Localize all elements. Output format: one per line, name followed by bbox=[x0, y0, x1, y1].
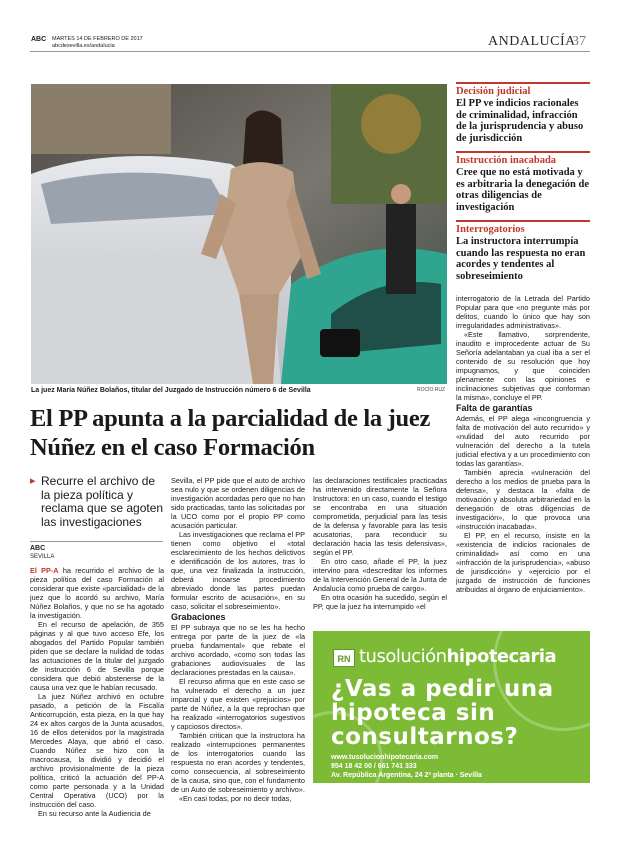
header-date bbox=[52, 36, 143, 50]
photo-credit: ROCÍO RUZ bbox=[417, 387, 446, 393]
subheading: Falta de garantías bbox=[456, 403, 533, 413]
byline-author: ABC bbox=[30, 545, 46, 552]
ad-address: Av. República Argentina, 24 2ª planta · Sevilla bbox=[331, 772, 482, 779]
article-deck bbox=[30, 475, 165, 531]
body-paragraph: El PP subraya que no se les ha hecho entrega por parte de la juez de «la prueba fundamental» que rebate el archivo acordado, «como son todas las grabaciones audiovisuales de las declaraciones prestadas en la causa». bbox=[171, 623, 305, 677]
header-date-text: MARTES 14 DE FEBRERO DE 2017 bbox=[52, 36, 143, 42]
body-column-1 bbox=[30, 566, 164, 844]
article-headline: El PP apunta a la parcialidad de la juez Núñez en el caso Formación bbox=[30, 405, 431, 461]
mortgage-advertisement[interactable] bbox=[313, 631, 590, 783]
header-url[interactable]: abcdesevilla.es/andalucia bbox=[52, 43, 115, 49]
body-paragraph: En otra ocasión ha sucedido, según el PP, que la juez ha interrumpido «el bbox=[313, 593, 447, 611]
key-point-kicker: Instrucción inacabada bbox=[456, 155, 557, 166]
key-point-kicker: Decisión judicial bbox=[456, 86, 531, 97]
key-point-text: El PP ve indicios racionales de criminalidad, infracción de la jurisprudencia y abuso de jurisdicción bbox=[456, 98, 584, 144]
ad-phone: 954 18 42 00 / 661 741 333 bbox=[331, 763, 417, 770]
body-paragraph: Además, el PP alega «incongruencia y falta de motivación del auto recurrido» y «nulidad del auto recurrido por vulneración del derecho a la tutela judicial efectiva y a un procedimiento con todas las garantías». bbox=[456, 414, 590, 468]
newspaper-name: ABC bbox=[31, 36, 47, 43]
photo-caption: La juez María Núñez Bolaños, titular del Juzgado de Instrucción número 6 de Sevilla bbox=[31, 387, 311, 394]
body-paragraph: las declaraciones testificales practicadas ha intervenido directamente la Señora Instructora: en un caso, cuando el testigo se encontraba en una situación comprometida, perjudicial para las tesis de la defensa y favorable para las tesis acusatorias, para reconducir su declaración hacia las tesis defensivas», según el PP. bbox=[313, 476, 447, 557]
key-point bbox=[456, 151, 590, 213]
byline-place: SEVILLA bbox=[30, 554, 55, 560]
body-paragraph: «En casi todas, por no decir todas, bbox=[179, 794, 292, 803]
body-paragraph: También critican que la instructora ha realizado «interrupciones permanentes de los interrogatorios cuando las respuesta no eran acordes y tendentes, como consecuencia, al sobreseimiento de la causa, sino que, con el fundamento de un Auto de sobreseimiento y archivo». bbox=[171, 731, 305, 794]
section-title: ANDALUCÍA bbox=[488, 34, 576, 49]
key-point bbox=[456, 220, 590, 282]
ad-brand-b: hipotecaria bbox=[446, 646, 557, 667]
body-paragraph: El recurso afirma que en este caso se ha vulnerado el derecho a un juez imparcial y que existen «prejuicios» por parte de Núñez, a la que reprochan que ha realizado «interrogatorios sugestivos y capciosos directos». bbox=[171, 677, 305, 731]
body-paragraph bbox=[30, 566, 164, 620]
body-column-2 bbox=[171, 476, 305, 844]
key-point-text: Cree que no está motivada y es arbitraria la denegación de otras diligencias de investigación bbox=[456, 167, 589, 213]
body-paragraph: interrogatorio de la Letrada del Partido Popular para que «no pregunte más por delitos, cuando lo único que hay son irregularidades administrativas». bbox=[456, 294, 590, 330]
page-number: 37 bbox=[572, 34, 586, 49]
deck-divider bbox=[30, 541, 163, 542]
photo-illustration bbox=[31, 84, 447, 384]
body-column-4 bbox=[456, 294, 590, 618]
key-points-sidebar bbox=[456, 82, 590, 289]
ad-brand-a: tusolución bbox=[359, 646, 447, 667]
body-paragraph: El PP, en el recurso, insiste en la «existencia de indicios racionales de criminalidad» así como en una «infracción de la jurisprudencia», «abuso de jurisdicción» y «ejercicio por el juzgado de instrucción de funciones atribuidas al órgano de enjuiciamiento». bbox=[456, 531, 590, 594]
body-paragraph: En su recurso ante la Audiencia de bbox=[38, 809, 151, 818]
body-column-3 bbox=[313, 476, 447, 616]
body-paragraph: También aprecia «vulneración del derecho a los medios de prueba para la defensa», y destaca la «falta de motivación y absoluta arbitrariedad en la denegación de otras diligencias de investigación», lo que provoca una «instrucción inacabada». bbox=[456, 468, 590, 531]
lead-in: El PP-A bbox=[30, 566, 59, 575]
body-paragraph: En otro caso, añade el PP, la juez intervino para «descreditar los informes de la Intervención General de la Junta de Andalucía como prueba de cargo». bbox=[313, 557, 447, 593]
ad-contact bbox=[331, 753, 482, 780]
ad-brand bbox=[359, 646, 556, 667]
body-paragraph: En el recurso de apelación, de 355 páginas y al que tuvo acceso Efe, los abogados del Partido Popular también piden que se declare la nulidad de todas las actuaciones de la titular del juzgado de instrucción 6 de Sevilla porque considera que debió abstenerse de la causa una vez que le habían recusado. bbox=[30, 620, 164, 692]
deck-item: ▸ Recurre el archivo de la pieza política y reclama que se agoten las investigaciones bbox=[30, 475, 165, 529]
byline bbox=[30, 545, 54, 561]
ad-logo: RN bbox=[333, 649, 355, 667]
body-paragraph: Sevilla, el PP pide que el auto de archivo sea nulo y que se ordenen diligencias de investigación acordadas pero que no han sido practicadas, tanto las solicitadas por la UCO como por el propio PP como acusación particular. bbox=[171, 476, 305, 530]
lead-text: ha recurrido el archivo de la pieza política del caso Formación al considerar que existe «parcialidad» de la juez que lo acordó su archivo, María Núñez Bolaños, y que no se ha agotado la investigación. bbox=[30, 566, 164, 620]
news-photo bbox=[31, 84, 447, 384]
subheading: Grabaciones bbox=[171, 612, 226, 622]
body-paragraph: Las investigaciones que reclama el PP tienen como objetivo el «total esclarecimiento de los hechos delictivos e identificación de los autores, tras lo que, una vez finalizada la instrucción, deberá incoarse procedimiento abreviado donde las partes puedan formular escrito de acusación», en su caso, solicitar el sobreseimiento». bbox=[171, 530, 305, 611]
key-point-text: La instructora interrumpía cuando las respuesta no eran acordes y tendentes al sobreseimiento bbox=[456, 236, 586, 282]
header-divider bbox=[30, 51, 590, 52]
body-paragraph: «Este llamativo, sorprendente, inaudito e improcedente actuar de Su Señoría adelantaban ya cual iba a ser el contenido de su resolución que hoy impugnamos, y que coinciden plenamente con las opiniones e inclinaciones subjetivas que conforman la misma», concluye el PP. bbox=[456, 330, 590, 402]
ad-headline: ¿Vas a pedir una hipoteca sin consultarnos? bbox=[331, 676, 554, 750]
key-point bbox=[456, 82, 590, 144]
body-paragraph: La juez Núñez archivó en octubre pasado, a petición de la Fiscalía Anticorrupción, esta pieza, en la que hay 24 ex altos cargos de la Junta acusados, 16 de ellos detenidos por la magistrada Mercedes Alaya, que abrió el caso. Cuando Núñez se hizo con la macrocausa, la dividió y decidió el archivo provisionalmente de la pieza política, criticó la actuación del PP-A como parte personada y a la Unidad Central Operativa (UCO) por la instrucción del caso. bbox=[30, 692, 164, 809]
key-point-kicker: Interrogatorios bbox=[456, 224, 525, 235]
ad-website[interactable]: www.tusolucionhipotecaria.com bbox=[331, 754, 439, 761]
